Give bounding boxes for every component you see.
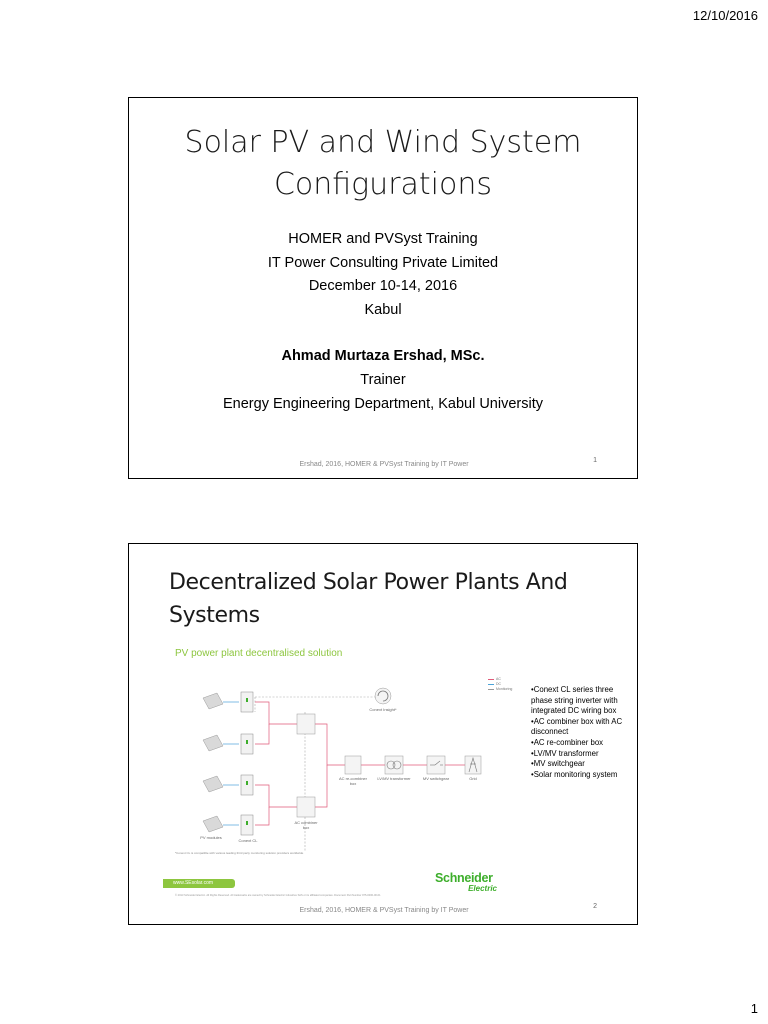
label-switchgear: MV switchgear (422, 776, 450, 781)
label-monitoring: Conext Insight* (369, 707, 397, 712)
label-pv-modules: PV modules (200, 835, 222, 840)
subtitle-line: December 10-14, 2016 (308, 278, 458, 294)
pv-module-icon (203, 735, 223, 751)
bullet-item: •AC re-combiner box (531, 737, 604, 747)
slide-1-number: 1 (593, 457, 597, 464)
inverter-status-lights (246, 698, 248, 825)
label-ac-recombiner: AC re-combiner box (338, 776, 367, 786)
pv-module-icons (203, 693, 223, 832)
label-transformer: LV/MV transformer (377, 776, 411, 781)
feature-bullet-list (531, 685, 631, 780)
pv-module-icon (203, 693, 223, 709)
page-date: 12/10/2016 (692, 8, 758, 23)
label-ac-combiner: AC combiner box (294, 820, 318, 830)
slide-1-footer: Ershad, 2016, HOMER & PVSyst Training by IT Power (299, 461, 469, 468)
ac-combiner-box-icons (297, 714, 315, 817)
website-bar: www.SEsolar.com (163, 879, 235, 888)
slide-1-subtitle (129, 228, 637, 322)
legend-item-monitoring: Monitoring (488, 687, 512, 692)
pv-module-icon (203, 776, 223, 792)
bullet-item: •Conext CL series three phase string inverter with integrated DC wiring box (531, 685, 618, 716)
diagram-heading: PV power plant decentralised solution (175, 648, 343, 659)
author-role: Trainer (360, 372, 406, 388)
label-inverter: Conext CL (238, 838, 258, 843)
slide-2 (128, 543, 638, 925)
page-number: 1 (750, 1001, 758, 1016)
pv-plant-diagram-svg (169, 672, 509, 872)
bullet-item: •AC combiner box with AC disconnect (531, 716, 623, 737)
transformer-icon (385, 756, 403, 774)
grid-tower-icon (465, 756, 481, 774)
switchgear-icon (427, 756, 445, 774)
bullet-item: •LV/MV transformer (531, 748, 599, 758)
subtitle-line: Kabul (364, 301, 402, 318)
legend-item-dc: DC (488, 682, 512, 687)
label-grid: Grid (469, 776, 477, 781)
ac-recombiner-box-icon (345, 756, 361, 774)
slide-2-number: 2 (593, 903, 597, 910)
slide-1-author-block (129, 344, 637, 416)
pv-plant-diagram (169, 672, 509, 872)
legend-item-ac: AC (488, 677, 512, 682)
slide-1 (128, 97, 638, 479)
monitoring-icon (375, 688, 391, 704)
dc-lines (223, 702, 239, 825)
bullet-item: •Solar monitoring system (531, 769, 618, 779)
slide-2-footer: Ershad, 2016, HOMER & PVSyst Training by IT Power (299, 907, 469, 914)
author-affiliation: Energy Engineering Department, Kabul University (223, 396, 543, 412)
diagram-footnote: *Conext CL is compatible with various leading third party monitoring solution providers worldwide (175, 851, 304, 855)
inverter-icons (241, 692, 253, 835)
slide-2-title: Decentralized Solar Power Plants And Systems (169, 570, 568, 628)
copyright-text: © 2013 Schneider Electric. All Rights Reserved. All trademarks are owned by Schneider Electric Industries SAS or its affiliated companies. Document Part Number 975-0000-00-01 (175, 894, 381, 897)
ac-combiner-box-icon (297, 797, 315, 817)
ac-combiner-box-icon (297, 714, 315, 734)
subtitle-line: IT Power Consulting Private Limited (267, 254, 499, 271)
author-name: Ahmad Murtaza Ershad, MSc. (281, 348, 485, 364)
bullet-item: •MV switchgear (531, 759, 585, 769)
schneider-electric-logo: Schneider Electric (435, 871, 497, 893)
slide-1-title: Solar PV and Wind System Configurations (184, 125, 582, 202)
pv-module-icon (203, 816, 223, 832)
subtitle-line: HOMER and PVSyst Training (288, 231, 478, 247)
